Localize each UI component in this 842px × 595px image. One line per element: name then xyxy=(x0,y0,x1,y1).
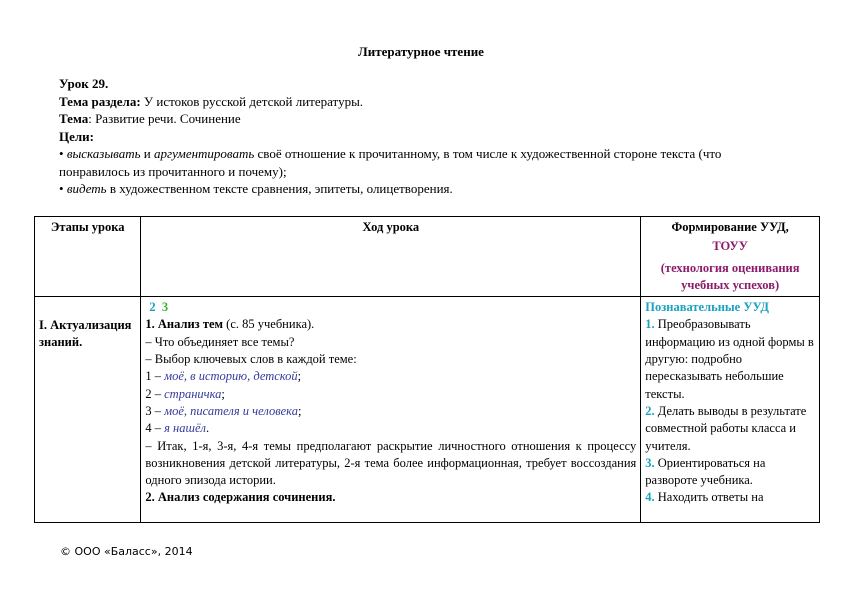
course-cell: 2 3 1. Анализ тем (с. 85 учебника). – Что объединяет все темы? – Выбор ключевых слов в каждой теме: 1 – моё, в историю, детской; 2 – страничка; 3 – моё, писателя и человека; 4 – я нашёл. – Итак, 1-я, 3-я, 4-я темы предполагают раскрытие личностного отношения к процессу возникновения детской литературы, 2-я тема более информационная, требует воссоздания одного эпизода истории. 2. Анализ содержания сочинения. xyxy=(141,297,641,523)
topic-label: Тема xyxy=(59,111,89,126)
keyword-line-4: 4 – я нашёл. xyxy=(145,421,210,436)
lesson-number: Урок 29. xyxy=(59,76,109,91)
lesson-header xyxy=(59,75,789,198)
uud-heading: Познавательные УУД xyxy=(645,300,770,315)
section-label: Тема раздела: xyxy=(59,93,141,109)
header-stages: Этапы урока xyxy=(35,217,141,297)
table-row xyxy=(35,297,820,523)
uud-item-1: Преобразовывать информацию из одной формы в другую: подробно пересказывать небольшие тексты. xyxy=(645,317,814,401)
goal-item-1: • высказывать и аргументировать своё отношение к прочитанному, в том числе к художественной стороне текста (что понравилось из прочитанного и почему); xyxy=(59,146,722,179)
topic-value: : Развитие речи. Сочинение xyxy=(88,111,241,126)
uud-tech: (технология оценивания учебных успехов) xyxy=(660,260,800,292)
goal-item-2: • видеть в художественном тексте сравнения, эпитеты, олицетворения. xyxy=(59,181,453,196)
page-title: Литературное чтение xyxy=(358,44,484,59)
table-header-row xyxy=(35,217,820,297)
section-value: У истоков русской детской литературы. xyxy=(140,93,364,109)
uud-item-4: Находить ответы на xyxy=(654,490,764,505)
uud-title: Формирование УУД, xyxy=(671,220,789,234)
copyright-footer: © ООО «Баласс», 2014 xyxy=(60,545,193,558)
question-1: – Что объединяет все темы? xyxy=(145,334,295,349)
stage-cell: I. Актуализация знаний. xyxy=(35,297,141,523)
header-course: Ход урока xyxy=(141,217,641,297)
keyword-line-2: 2 – страничка; xyxy=(145,386,225,401)
item2-title: 2. Анализ содержания сочинения. xyxy=(145,490,336,505)
item1-title: 1. Анализ тем xyxy=(145,317,224,332)
uud-cell: Познавательные УУД 1. Преобразовывать информацию из одной формы в другую: подробно пересказывать небольшие тексты. 2. Делать выводы в результате совместной работы класса и учителя. 3. Ориентироваться на развороте учебника. 4. Находить ответы на xyxy=(641,297,820,523)
conclusion-text: – Итак, 1-я, 3-я, 4-я темы предполагают раскрытие личностного отношения к процессу возникновения детской литературы, 2-я тема более информационная, требует воссоздания одного эпизода истории. xyxy=(145,438,637,488)
bullet-icon: • xyxy=(59,146,64,161)
uud-item-3: Ориентироваться на развороте учебника. xyxy=(645,455,766,488)
question-2: – Выбор ключевых слов в каждой теме: xyxy=(145,352,357,367)
uud-item-2: Делать выводы в результате совместной работы класса и учителя. xyxy=(645,403,807,453)
bullet-icon: • xyxy=(59,181,64,196)
keyword-line-3: 3 – моё, писателя и человека; xyxy=(145,403,302,418)
uud-touu: ТОУУ xyxy=(712,239,748,254)
resource-badge-2: 3 xyxy=(161,300,169,315)
header-uud xyxy=(641,217,820,297)
goals-label: Цели: xyxy=(59,128,94,144)
lesson-table xyxy=(34,216,820,523)
resource-badge-1: 2 xyxy=(149,300,156,315)
keyword-line-1: 1 – моё, в историю, детской; xyxy=(145,369,302,384)
